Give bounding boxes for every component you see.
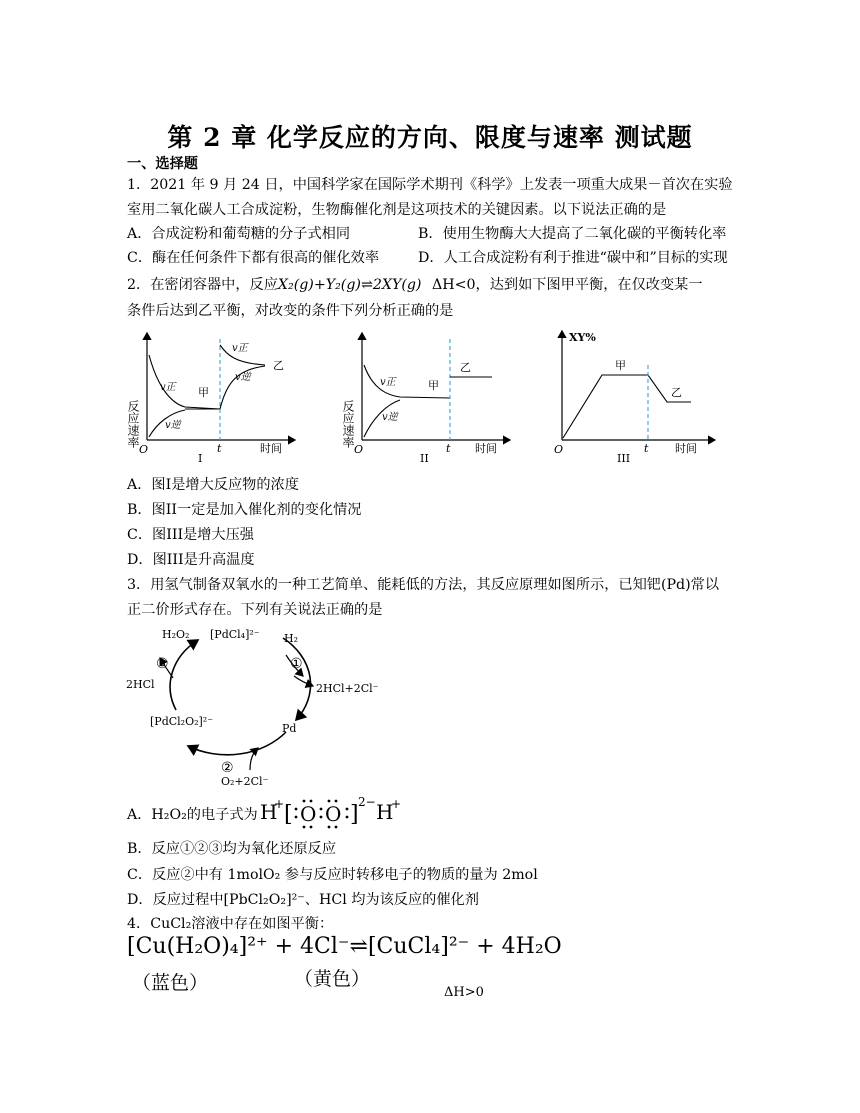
graph-i-yi: 乙 xyxy=(273,359,284,372)
svg-text:]: ] xyxy=(350,802,359,827)
cycle-in-2: O₂+2Cl⁻ xyxy=(221,775,269,788)
q1-stem-line1: 1．2021 年 9 月 24 日，中国科学家在国际学术期刊《科学》上发表一项重大成果－首次在实验 xyxy=(127,177,733,193)
q2-option-c: C．图III是增大压强 xyxy=(127,527,254,543)
graph-ii-t: t xyxy=(446,442,451,455)
cycle-step-2: ② xyxy=(221,760,234,776)
graph-iii-xlabel: 时间 xyxy=(675,442,697,455)
graph-ii-jia: 甲 xyxy=(428,379,439,392)
cycle-arc-3 xyxy=(170,640,198,710)
q3-option-c: C．反应②中有 1molO₂ 参与反应时转移电子的物质的量为 2mol xyxy=(127,867,538,883)
graph-ii-origin: O xyxy=(354,443,364,456)
graph-i-vfwd: v正 xyxy=(160,382,176,393)
graph-ii-yi: 乙 xyxy=(460,361,471,374)
q3-stem-line2: 正二价形式存在。下列有关说法正确的是 xyxy=(127,602,383,618)
svg-text:+: + xyxy=(274,797,285,811)
svg-text:+: + xyxy=(391,797,402,811)
svg-text:[: [ xyxy=(284,802,293,827)
cycle-pdcl4: [PdCl₄]²⁻ xyxy=(210,628,260,641)
graph-iii-jia: 甲 xyxy=(615,359,626,372)
q1-option-c: C．酶在任何条件下都有很高的催化效率 xyxy=(127,250,380,266)
graph-i xyxy=(125,325,305,465)
q3-stem-line1: 3．用氢气制备双氧水的一种工艺简单、能耗低的方法，其反应原理如图所示，已知钯(Pd)常以 xyxy=(127,577,720,593)
graph-i-origin: O xyxy=(139,443,149,456)
svg-text:2−: 2− xyxy=(358,795,376,809)
q4-equation: [Cu(H₂O)₄]²⁺ + 4Cl⁻⇌[CuCl₄]²⁻ + 4H₂O xyxy=(127,934,562,959)
cycle-h2: H₂ xyxy=(284,632,299,645)
graph-iii xyxy=(545,325,725,465)
cycle-step-3: ③ xyxy=(156,656,169,672)
catalytic-cycle-diagram xyxy=(118,620,388,790)
graph-ii xyxy=(340,325,520,465)
graph-i-jia: 甲 xyxy=(198,386,209,399)
q4-stem-line1: 4．CuCl₂溶液中存在如图平衡： xyxy=(127,916,334,932)
graph-iii-roman: III xyxy=(617,452,631,465)
graph-ii-roman: II xyxy=(420,452,429,465)
graph-i-ylabel: 反应速率 xyxy=(126,400,140,448)
q2-option-a: A．图I是增大反应物的浓度 xyxy=(127,477,299,493)
graph-i-vrev2: v逆 xyxy=(235,372,251,383)
graph-iii-t: t xyxy=(644,442,649,455)
page-title: 第 2 章 化学反应的方向、限度与速率 测试题 xyxy=(167,123,693,152)
cycle-out-1: 2HCl+2Cl⁻ xyxy=(316,682,379,695)
graph-i-vfwd2: v正 xyxy=(232,343,248,354)
graph-ii-vfwd: v正 xyxy=(380,377,396,388)
q1-option-b: B．使用生物酶大大提高了二氧化碳的平衡转化率 xyxy=(418,226,727,242)
q2-stem-line2: 条件后达到乙平衡，对改变的条件下列分析正确的是 xyxy=(127,303,454,319)
graph-iii-yi: 乙 xyxy=(671,386,682,399)
graph-i-roman: I xyxy=(198,452,203,465)
q2-equation: X₂(g)+Y₂(g)⇌2XY(g) xyxy=(277,277,422,293)
q1-option-d: D．人工合成淀粉有利于推进“碳中和”目标的实现 xyxy=(418,250,728,266)
graph-iii-curve xyxy=(563,375,691,438)
q2-delta-h: ΔH<0 xyxy=(432,277,476,293)
graph-ii-xlabel: 时间 xyxy=(475,442,497,455)
q3-option-d: D．反应过程中[PbCl₂O₂]²⁻、HCl 均为该反应的催化剂 xyxy=(127,892,479,908)
q2-stem-line1 xyxy=(127,274,703,294)
q3-option-b: B．反应①②③均为氧化还原反应 xyxy=(127,841,337,857)
graph-ii-vrev: v逆 xyxy=(382,412,398,423)
cycle-h2o2: H₂O₂ xyxy=(162,628,190,641)
svg-text:H: H xyxy=(260,800,278,824)
cycle-arc-2 xyxy=(188,732,286,755)
cycle-arc-1 xyxy=(283,638,311,720)
q2-option-b: B．图II一定是加入催化剂的变化情况 xyxy=(127,502,362,518)
graph-i-vrev: v逆 xyxy=(165,420,181,431)
section-heading: 一、选择题 xyxy=(127,156,198,172)
cycle-step-1: ① xyxy=(290,656,303,672)
graph-i-xlabel: 时间 xyxy=(260,442,282,455)
graph-iii-origin: O xyxy=(554,443,564,456)
cycle-pdcl2o2: [PdCl₂O₂]²⁻ xyxy=(150,715,214,728)
q3-option-a xyxy=(127,804,258,824)
cycle-hcl: 2HCl xyxy=(126,678,155,691)
q1-option-a: A．合成淀粉和葡萄糖的分子式相同 xyxy=(127,226,351,242)
svg-text:H: H xyxy=(376,800,394,824)
graph-ii-ylabel: 反应速率 xyxy=(341,400,355,448)
svg-text:O: O xyxy=(300,802,317,826)
graph-i-t: t xyxy=(217,442,222,455)
q2-option-d: D．图III是升高温度 xyxy=(127,552,255,568)
h2o2-electron-formula xyxy=(258,791,418,831)
svg-text:O: O xyxy=(325,802,342,826)
graph-iii-ylabel: XY% xyxy=(569,331,596,344)
cycle-pd: Pd xyxy=(282,722,297,735)
q4-blue-label: （蓝色） xyxy=(132,972,209,994)
q4-delta-h: ΔH>0 xyxy=(444,985,484,1000)
q1-stem-line2: 室用二氧化碳人工合成淀粉，生物酶催化剂是这项技术的关键因素。以下说法正确的是 xyxy=(127,202,667,218)
q3-option-a-text: A．H₂O₂的电子式为 xyxy=(127,807,258,823)
q2-stem-post: ，达到如下图甲平衡，在仅改变某一 xyxy=(475,277,703,293)
q4-yellow-label: （黄色） xyxy=(294,968,371,990)
q2-stem-pre: 2．在密闭容器中，反应 xyxy=(127,277,278,293)
